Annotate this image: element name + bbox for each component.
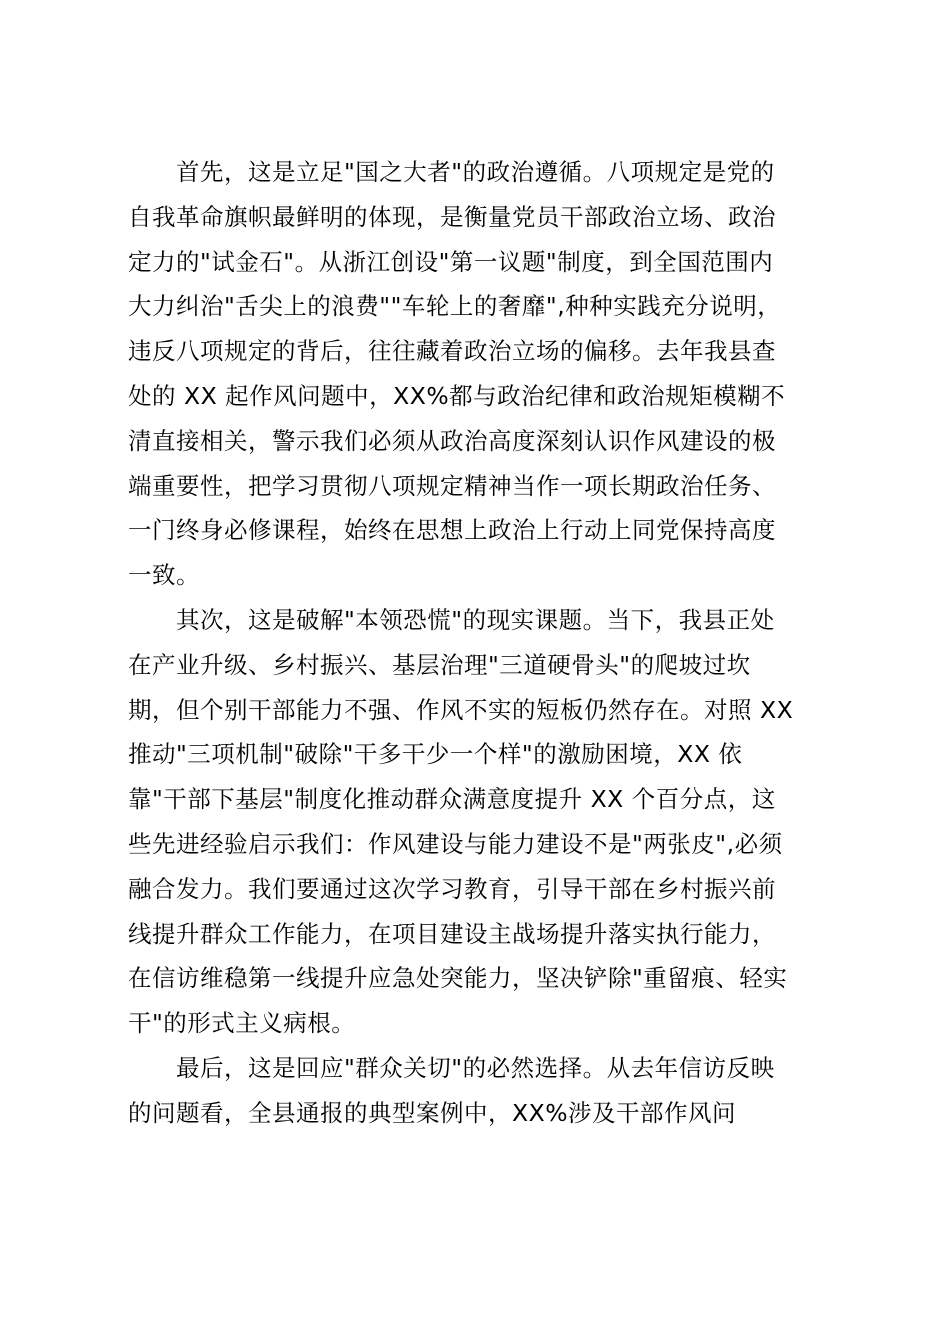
text-line: 些先进经验启示我们：作风建设与能力建设不是"两张皮",必须 (128, 829, 783, 858)
text-line: 一致。 (128, 561, 200, 590)
text-line: 清直接相关，警示我们必须从政治高度深刻认识作风建设的极 (128, 426, 776, 455)
paragraph-first (128, 150, 840, 598)
text-line: 违反八项规定的背后，往往藏着政治立场的偏移。去年我县查 (128, 337, 776, 366)
text-line: 融合发力。我们要通过这次学习教育，引导干部在乡村振兴前 (128, 874, 776, 903)
document-page (128, 150, 840, 1136)
text-line: 端重要性，把学习贯彻八项规定精神当作一项长期政治任务、 (128, 471, 776, 500)
text-line: 大力纠治"舌尖上的浪费""车轮上的奢靡",种种实践充分说明， (128, 292, 782, 321)
paragraph-third (128, 1046, 840, 1136)
text-line: 定力的"试金石"。从浙江创设"第一议题"制度，到全国范围内 (128, 247, 774, 276)
text-line: 线提升群众工作能力，在项目建设主战场提升落实执行能力， (128, 919, 776, 948)
text-line: 干"的形式主义病根。 (128, 1009, 356, 1038)
text-line: 最后，这是回应"群众关切"的必然选择。从去年信访反映 (176, 1053, 775, 1082)
text-line: 靠"干部下基层"制度化推动群众满意度提升 XX 个百分点，这 (128, 785, 776, 814)
text-line: 在产业升级、乡村振兴、基层治理"三道硬骨头"的爬坡过坎 (128, 650, 751, 679)
text-line: 在信访维稳第一线提升应急处突能力，坚决铲除"重留痕、轻实 (128, 964, 788, 993)
text-line: 期，但个别干部能力不强、作风不实的短板仍然存在。对照 XX (128, 695, 794, 724)
text-line: 自我革命旗帜最鲜明的体现，是衡量党员干部政治立场、政治 (128, 202, 776, 231)
text-line: 其次，这是破解"本领恐慌"的现实课题。当下，我县正处 (176, 605, 775, 634)
text-line: 首先，这是立足"国之大者"的政治遵循。八项规定是党的 (176, 158, 775, 186)
paragraph-second (128, 598, 840, 1046)
text-line: 处的 XX 起作风问题中，XX%都与政治纪律和政治规矩模糊不 (128, 381, 786, 410)
text-line: 的问题看，全县通报的典型案例中，XX%涉及干部作风问 (128, 1098, 737, 1127)
text-line: 推动"三项机制"破除"干多干少一个样"的激励困境，XX 依 (128, 740, 743, 769)
text-line: 一门终身必修课程，始终在思想上政治上行动上同党保持高度 (128, 516, 776, 545)
